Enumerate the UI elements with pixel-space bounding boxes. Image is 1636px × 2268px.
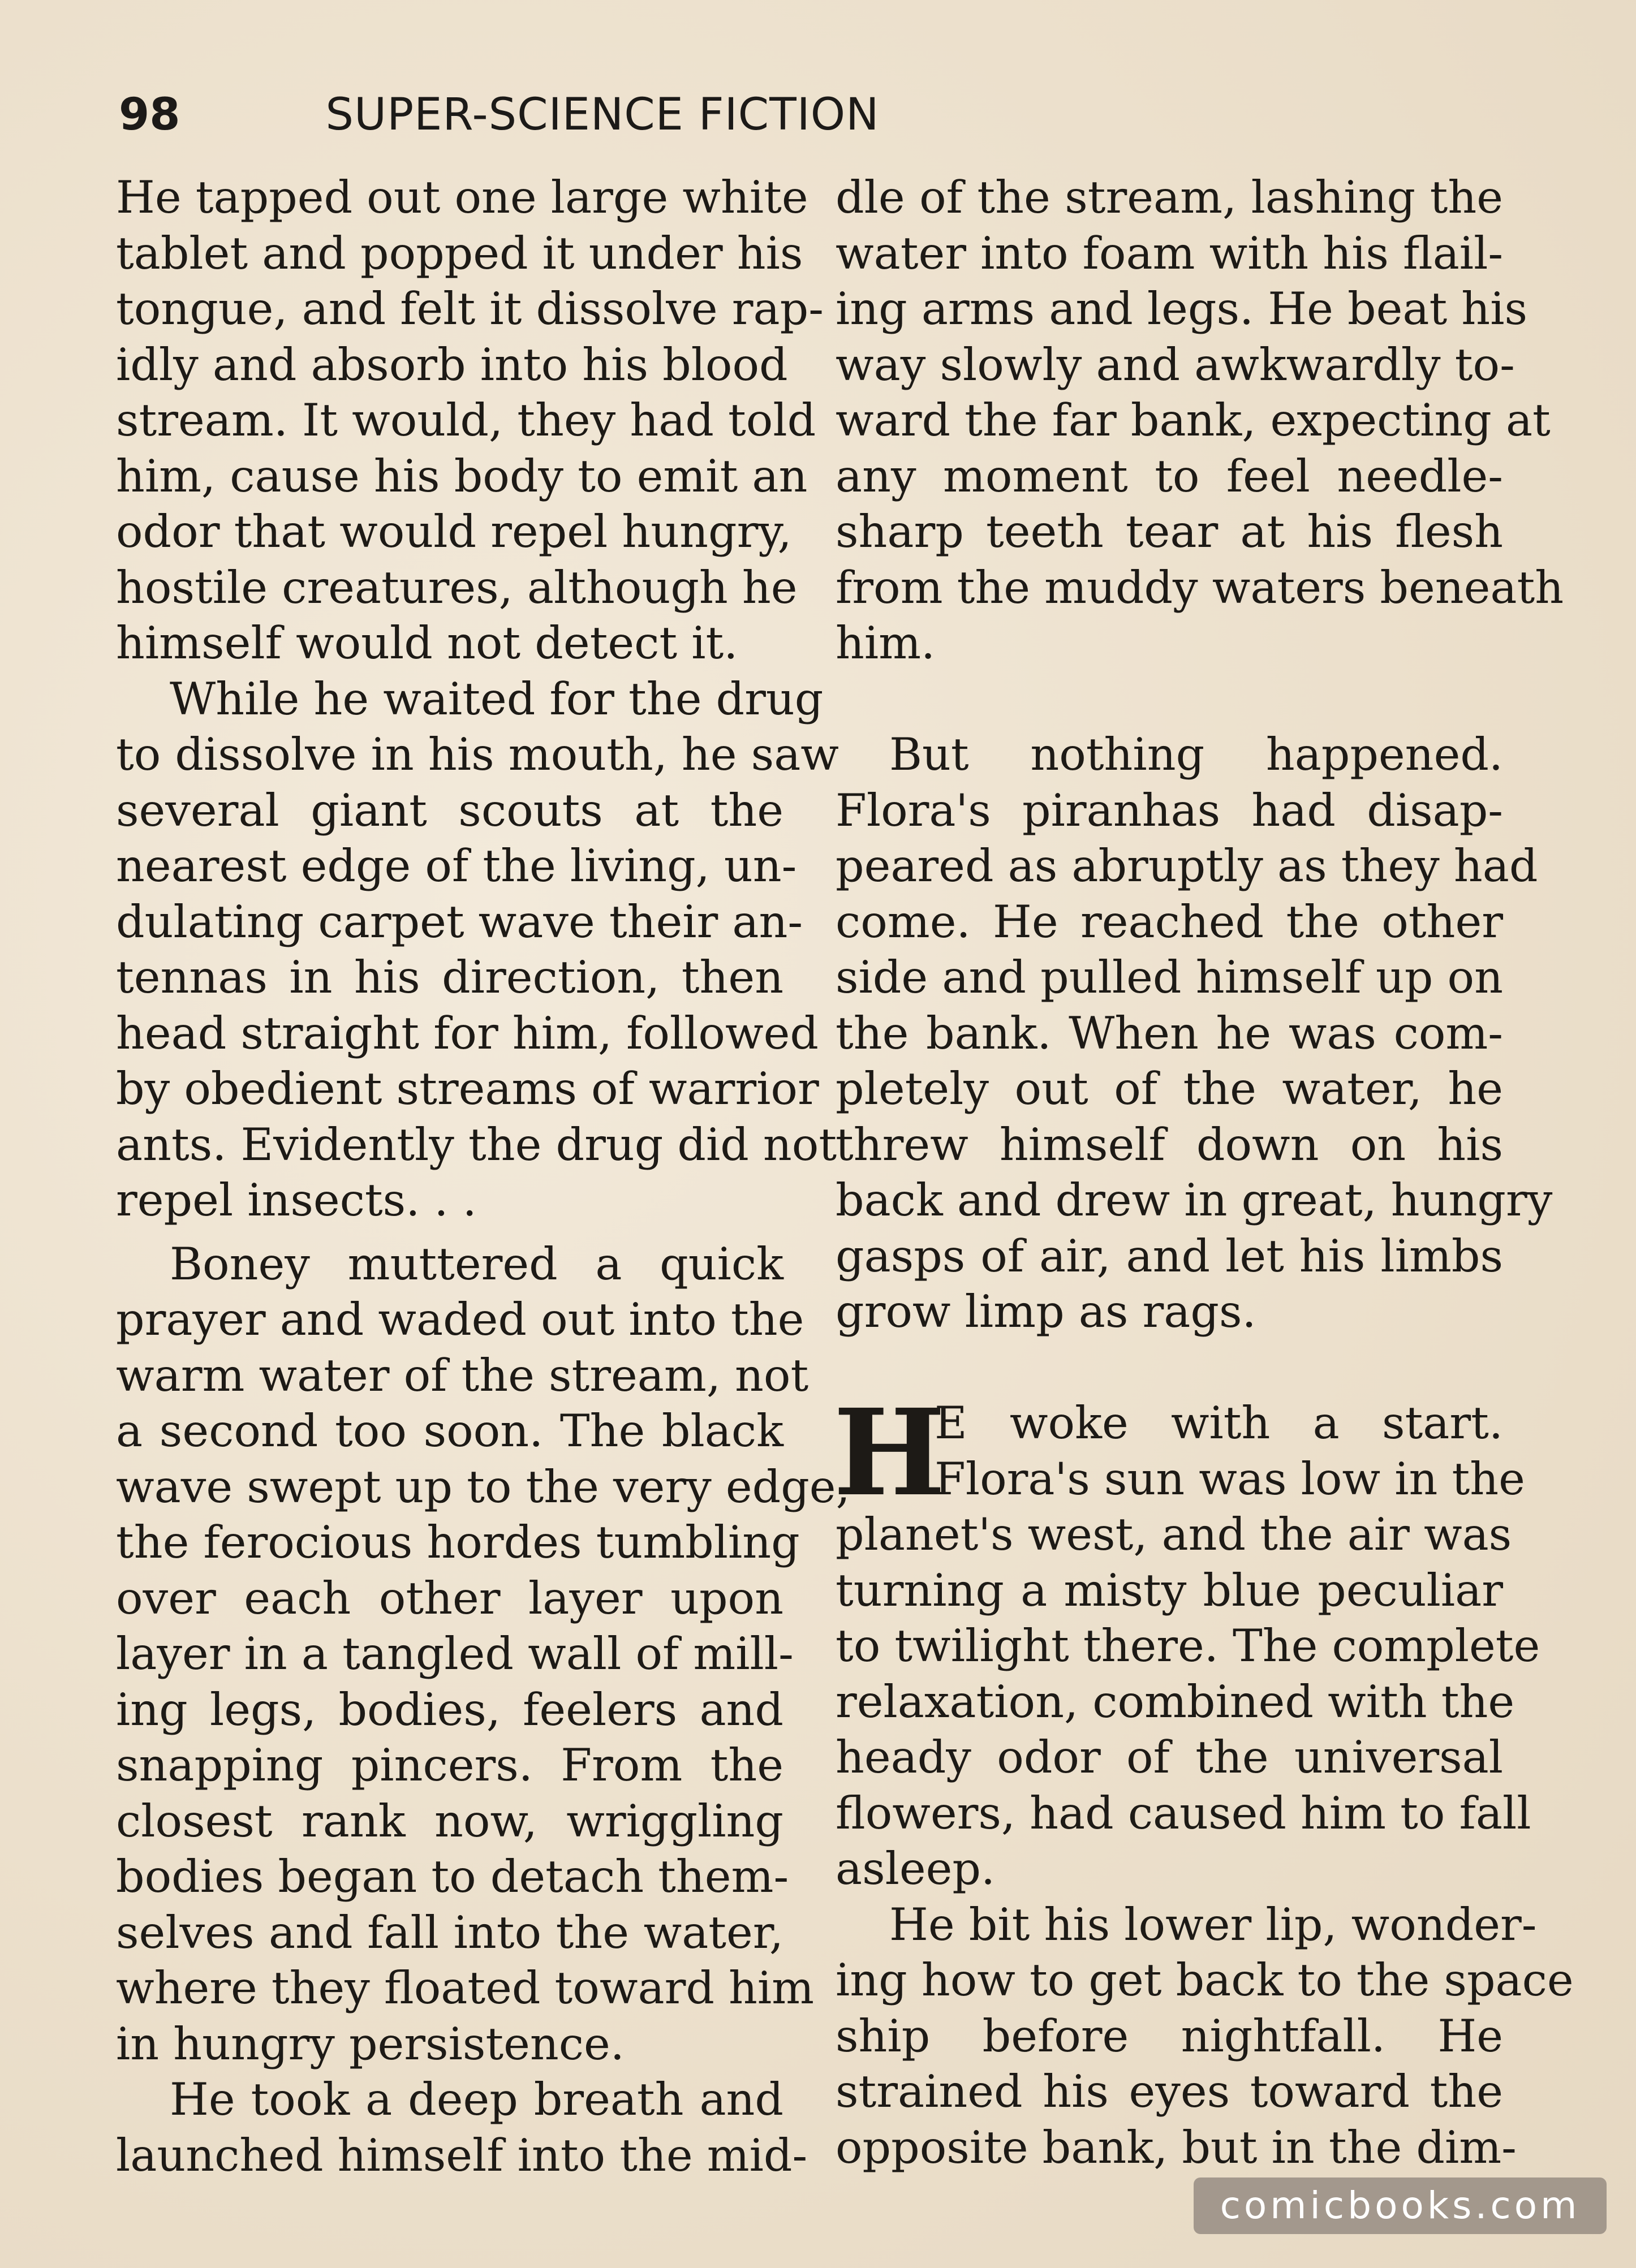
text-line: idly and absorb into his blood [116, 338, 788, 391]
text-line: any moment to feel needle- [836, 450, 1503, 502]
text-line: He tapped out one large white [116, 171, 808, 223]
text-line: peared as abruptly as they had [836, 840, 1538, 892]
paragraph [116, 671, 839, 1228]
text-line: side and pulled himself up on [836, 951, 1503, 1003]
text-line: stream. It would, they had told [116, 394, 816, 446]
text-line: head straight for him, followed [116, 1007, 819, 1059]
page-number: 98 [119, 89, 180, 140]
text-line: a second too soon. The black [116, 1405, 783, 1457]
text-line: threw himself down on his [836, 1118, 1503, 1171]
text-line: repel insects. . . [116, 1174, 477, 1226]
text-line: himself would not detect it. [116, 617, 738, 669]
text-line: strained his eyes toward the [836, 2066, 1503, 2118]
text-line: in hungry persistence. [116, 2017, 625, 2070]
paragraph [116, 170, 824, 671]
paragraph [836, 727, 1553, 1340]
text-line: layer in a tangled wall of mill- [116, 1628, 794, 1680]
text-line: Boney muttered a quick [170, 1238, 783, 1290]
paragraph-gap [116, 1228, 783, 1236]
paragraph [836, 170, 1564, 671]
text-line: back and drew in great, hungry [836, 1174, 1553, 1226]
text-line: ward the far bank, expecting at [836, 394, 1551, 446]
text-line: prayer and waded out into the [116, 1293, 804, 1346]
text-line: Flora's piranhas had disap- [836, 784, 1503, 837]
text-line: planet's west, and the air was [836, 1508, 1512, 1560]
text-line: E woke with a start. [935, 1397, 1503, 1449]
text-line: ing how to get back to the space [836, 1954, 1574, 2006]
text-line: While he waited for the drug [170, 672, 824, 725]
text-line: ship before nightfall. He [836, 2010, 1503, 2062]
text-line: to twilight there. The complete [836, 1620, 1540, 1672]
text-line: turning a misty blue peculiar [836, 1564, 1503, 1616]
text-line: ing arms and legs. He beat his [836, 283, 1527, 335]
text-line: way slowly and awkwardly to- [836, 338, 1515, 391]
text-line: odor that would repel hungry, [116, 506, 792, 558]
drop-cap: H [833, 1383, 946, 1523]
text-line: hostile creatures, although he [116, 561, 798, 614]
text-line: to dissolve in his mouth, he saw [116, 728, 839, 781]
text-line: the bank. When he was com- [836, 1007, 1503, 1059]
right-column [833, 170, 1574, 2175]
text-line: wave swept up to the very edge, [116, 1460, 850, 1513]
text-line: ants. Evidently the drug did not [116, 1118, 837, 1171]
text-line: ing legs, bodies, feelers and [116, 1683, 783, 1736]
text-line: pletely out of the water, he [836, 1063, 1503, 1115]
text-line: He bit his lower lip, wonder- [889, 1898, 1537, 1951]
text-line: grow limp as rags. [836, 1286, 1256, 1338]
watermark: comicbooks.com [1194, 2178, 1607, 2234]
text-line: him, cause his body to emit an [116, 450, 808, 502]
text-line: gasps of air, and let his limbs [836, 1230, 1503, 1282]
text-line: sharp teeth tear at his flesh [836, 506, 1503, 558]
text-line: relaxation, combined with the [836, 1675, 1515, 1728]
text-line: closest rank now, wriggling [116, 1795, 783, 1847]
text-line: from the muddy waters beneath [836, 561, 1564, 614]
text-line: by obedient streams of warrior [116, 1063, 819, 1115]
text-line: asleep. [836, 1843, 996, 1895]
text-line: over each other layer upon [116, 1572, 783, 1624]
text-line: Flora's sun was low in the [935, 1452, 1525, 1505]
text-line: warm water of the stream, not [116, 1349, 809, 1402]
text-line: flowers, had caused him to fall [836, 1787, 1531, 1839]
running-title: SUPER-SCIENCE FICTION [325, 89, 880, 140]
text-line: tennas in his direction, then [116, 951, 783, 1003]
left-column [116, 170, 850, 2183]
text-line: heady odor of the universal [836, 1731, 1503, 1783]
paragraph [836, 1897, 1574, 2176]
text-line: tongue, and felt it dissolve rap- [116, 283, 824, 335]
text-line: nearest edge of the living, un- [116, 840, 797, 892]
text-line: snapping pincers. From the [116, 1739, 783, 1791]
page-header [119, 84, 1086, 146]
text-line: several giant scouts at the [116, 784, 783, 837]
paragraph [116, 1236, 850, 2072]
text-line: dulating carpet wave their an- [116, 895, 803, 948]
text-line: opposite bank, but in the dim- [836, 2121, 1517, 2174]
section-break [836, 671, 1503, 727]
text-line: come. He reached the other [836, 895, 1503, 948]
paragraph [116, 2072, 808, 2183]
text-line: him. [836, 617, 936, 669]
paragraph [833, 1383, 1540, 1897]
text-line: But nothing happened. [889, 728, 1503, 781]
text-line: launched himself into the mid- [116, 2129, 808, 2181]
text-line: dle of the stream, lashing the [836, 171, 1503, 223]
text-line: the ferocious hordes tumbling [116, 1516, 800, 1568]
text-line: water into foam with his flail- [836, 227, 1504, 279]
text-line: where they floated toward him [116, 1962, 815, 2014]
text-line: He took a deep breath and [170, 2073, 783, 2125]
text-line: selves and fall into the water, [116, 1906, 783, 1959]
text-line: bodies began to detach them- [116, 1851, 789, 1903]
text-line: tablet and popped it under his [116, 227, 803, 279]
